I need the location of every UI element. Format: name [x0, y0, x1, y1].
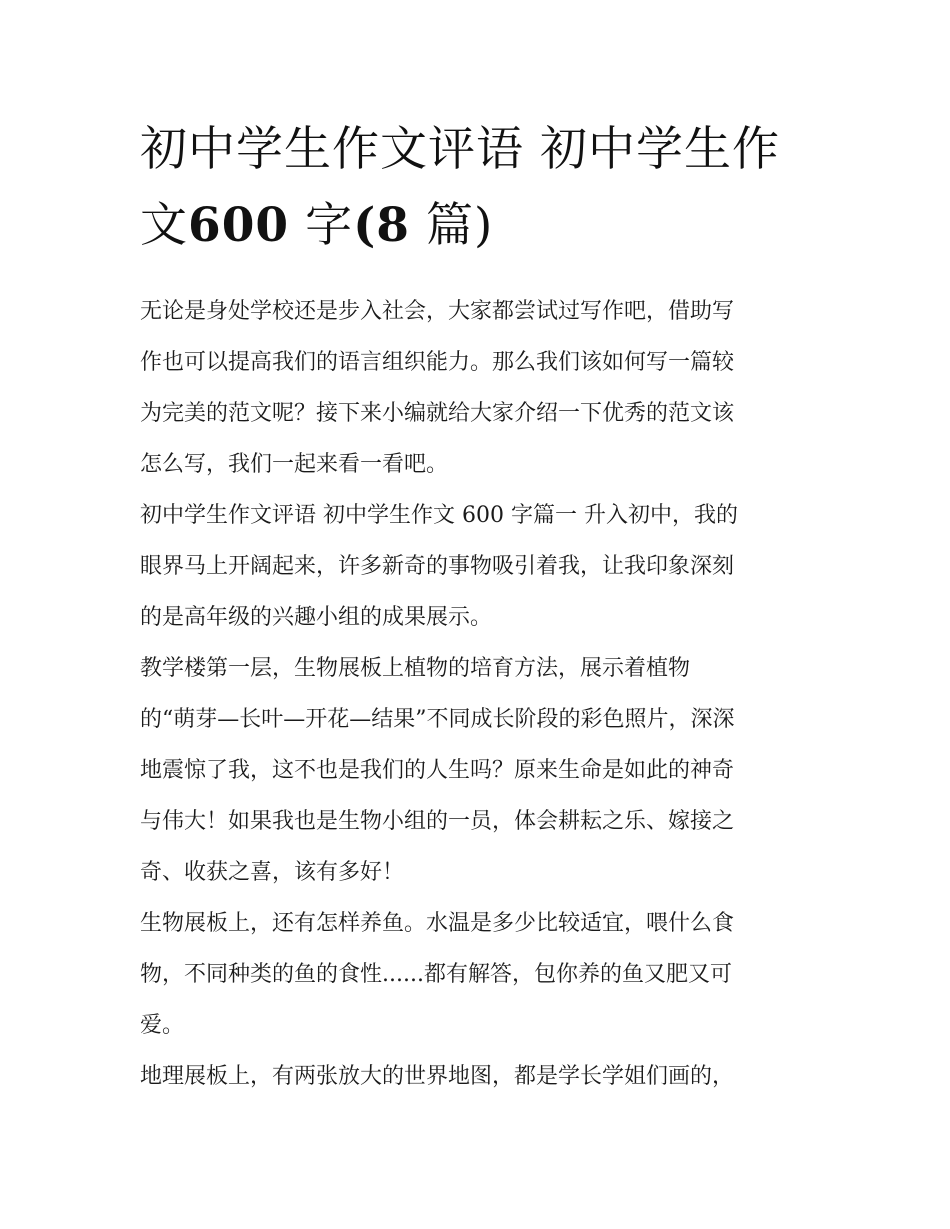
- title-text: 字: [305, 198, 354, 253]
- text-line: 怎么写，我们一起来看一看吧。: [140, 452, 449, 477]
- text-line: 物，不同种类的鱼的食性......都有解答，包你养的鱼又肥又可: [140, 962, 732, 987]
- text-line: 为完美的范文呢？接下来小编就给大家介绍一下优秀的范文该: [140, 401, 735, 426]
- text-line: 初中学生作文评语 初中学生作文 600 字篇一 升入初中，我的: [140, 503, 738, 528]
- title-count: (8: [353, 198, 411, 253]
- document-title: [140, 112, 812, 264]
- text-line: 眼界马上开阔起来，许多新奇的事物吸引着我，让我印象深刻: [140, 554, 735, 579]
- text-line: 地理展板上，有两张放大的世界地图，都是学长学姐们画的，: [140, 1064, 735, 1089]
- text-line: 奇、收获之喜，该有多好！: [140, 860, 405, 885]
- paragraph: [140, 1051, 812, 1102]
- text-line: 的“萌芽—长叶—开花—结果”不同成长阶段的彩色照片，深深: [140, 707, 735, 732]
- text-line: 作也可以提高我们的语言组织能力。那么我们该如何写一篇较: [140, 350, 735, 375]
- text-line: 教学楼第一层，生物展板上植物的培育方法，展示着植物: [140, 656, 691, 681]
- text-line: 的是高年级的兴趣小组的成果展示。: [140, 605, 493, 630]
- text-line: 爱。: [140, 1013, 185, 1038]
- paragraph: [140, 490, 812, 643]
- title-line-1: 初中学生作文评语 初中学生作: [140, 122, 780, 177]
- paragraph: [140, 643, 812, 898]
- text-line: 生物展板上，还有怎样养鱼。水温是多少比较适宜，喂什么食: [140, 911, 735, 936]
- paragraph: [140, 286, 812, 490]
- title-text: 篇): [425, 198, 494, 253]
- title-text: 文: [140, 198, 188, 253]
- text-line: 地震惊了我，这不也是我们的人生吗？原来生命是如此的神奇: [140, 758, 735, 783]
- text-line: 与伟大！如果我也是生物小组的一员，体会耕耘之乐、嫁接之: [140, 809, 735, 834]
- document-content: [140, 112, 812, 1102]
- document-body: [140, 286, 812, 1102]
- title-line-2: [140, 188, 812, 264]
- paragraph: [140, 898, 812, 1051]
- title-number: 600: [188, 198, 290, 253]
- text-line: 无论是身处学校还是步入社会，大家都尝试过写作吧，借助写: [140, 299, 735, 324]
